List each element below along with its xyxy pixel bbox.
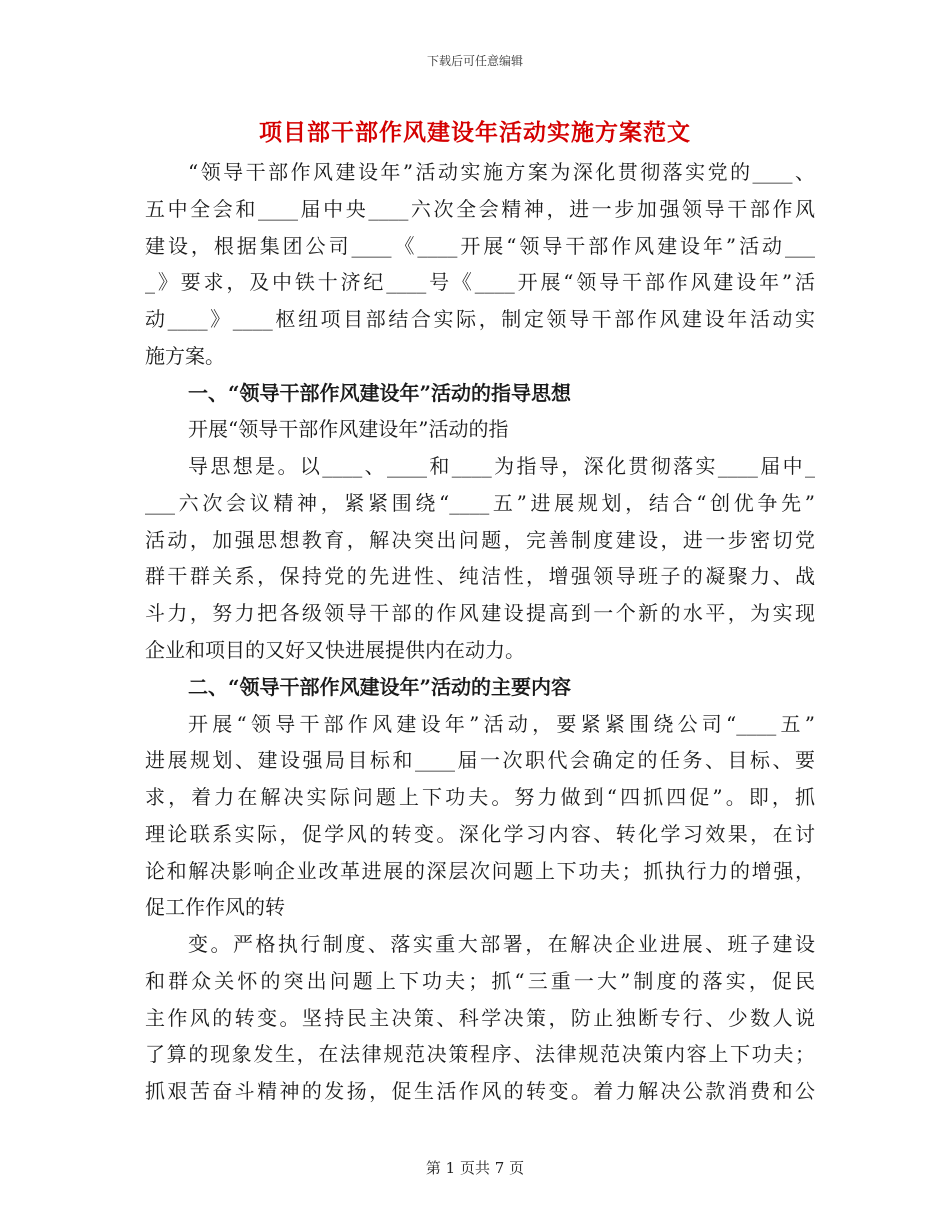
section-heading: 二、“领导干部作风建设年”活动的主要内容 [188, 675, 572, 699]
body-line: 施方案。 [145, 344, 225, 368]
body-line: 主作风的转变。坚持民主决策、科学决策，防止独断专行、少数人说 [145, 1006, 815, 1030]
body-line: “领导干部作风建设年”活动实施方案为深化贯彻落实党的____、 [188, 160, 815, 184]
body-line: 和群众关怀的突出问题上下功夫；抓“三重一大”制度的落实，促民 [145, 969, 815, 993]
body-line: 五中全会和____届中央____六次全会精神，进一步加强领导干部作风 [145, 197, 815, 221]
body-line: 群干群关系，保持党的先进性、纯洁性，增强领导班子的凝聚力、战 [145, 564, 815, 588]
body-line: 开展“领导干部作风建设年”活动，要紧紧围绕公司“____五” [188, 712, 815, 736]
body-line: ___六次会议精神，紧紧围绕“____五”进展规划，结合“创优争先” [145, 491, 815, 515]
body-line: 动____》____枢纽项目部结合实际，制定领导干部作风建设年活动实 [145, 307, 815, 331]
page-footer: 第 1 页共 7 页 [425, 1159, 525, 1177]
body-line: 理论联系实际，促学风的转变。深化学习内容、转化学习效果，在讨 [145, 822, 815, 846]
body-line: 开展“领导干部作风建设年”活动的指 [188, 417, 509, 441]
body-line: 论和解决影响企业改革进展的深层次问题上下功夫；抓执行力的增强， [145, 859, 815, 883]
body-line: 建设，根据集团公司____《____开展“领导干部作风建设年”活动___ [145, 234, 815, 258]
document-title: 项目部干部作风建设年活动实施方案范文 [259, 119, 691, 146]
body-line: 导思想是。以____、____和____为指导，深化贯彻落实____届中_ [188, 454, 815, 478]
body-line: 活动，加强思想教育，解决突出问题，完善制度建设，进一步密切党 [145, 528, 815, 552]
body-line: _》要求，及中铁十济纪____号《____开展“领导干部作风建设年”活 [145, 270, 815, 294]
body-line: 进展规划、建设强局目标和____届一次职代会确定的任务、目标、要 [145, 748, 815, 772]
body-line: 抓艰苦奋斗精神的发扬，促生活作风的转变。着力解决公款消费和公 [145, 1079, 815, 1103]
body-line: 了算的现象发生，在法律规范决策程序、法律规范决策内容上下功夫； [145, 1042, 815, 1066]
section-heading: 一、“领导干部作风建设年”活动的指导思想 [188, 381, 572, 405]
body-line: 变。严格执行制度、落实重大部署，在解决企业进展、班子建设 [188, 932, 815, 956]
body-line: 斗力，努力把各级领导干部的作风建设提高到一个新的水平，为实现 [145, 601, 815, 625]
header-note: 下载后可任意编辑 [426, 54, 523, 68]
body-line: 企业和项目的又好又快进展提供内在动力。 [145, 638, 525, 662]
body-line: 求，着力在解决实际问题上下功夫。努力做到“四抓四促”。即，抓 [145, 785, 815, 809]
body-line: 促工作作风的转 [145, 895, 285, 919]
